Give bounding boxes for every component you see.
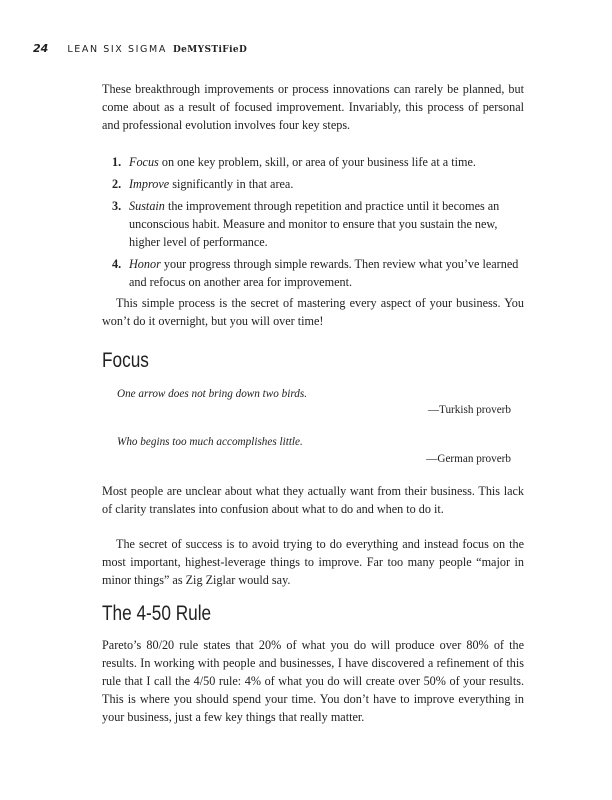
epigraph-quote: One arrow does not bring down two birds.: [117, 388, 307, 400]
step-number: 1.: [112, 155, 122, 169]
step-term: Improve: [129, 177, 170, 191]
steps-list: [102, 153, 524, 295]
step-number: 3.: [112, 199, 122, 213]
series-name: DeMYSTiFieD: [172, 45, 248, 55]
step-text: significantly in that area.: [169, 177, 294, 191]
running-header: [33, 42, 247, 56]
closing-paragraph: This simple process is the secret of mastering every aspect of your business. You won’t do it overnight, but you will over time!: [102, 296, 524, 328]
section-heading-4-50-rule: The 4-50 Rule: [102, 602, 212, 625]
intro-paragraph: These breakthrough improvements or process innovations can rarely be planned, but come about as a result of focused improvement. Invariably, this process of personal and professional evolution involves four key steps.: [102, 82, 524, 132]
epigraph-attribution: —Turkish proverb: [427, 404, 511, 416]
step-item: [102, 175, 524, 193]
step-text: the improvement through repetition and practice until it becomes an unconscious habit. Measure and monitor to ensure that you sustain the new, higher level of performance.: [129, 199, 500, 249]
rule-paragraph: Pareto’s 80/20 rule states that 20% of what you do will produce over 80% of the results. In working with people and businesses, I have discovered a refinement of this rule that I call the 4/50 rule: 4% of what you do will create over 50% of your results. This is where you should spend your time. You don’t have to improve everything in your business, just a few key things that really matter.: [102, 638, 524, 724]
book-title: LEAN SIX SIGMA: [67, 44, 167, 55]
step-item: [102, 255, 524, 291]
step-term: Focus: [129, 155, 159, 169]
step-number: 2.: [112, 177, 122, 191]
page-number: 24: [33, 42, 49, 55]
focus-paragraph-1: Most people are unclear about what they actually want from their business. This lack of clarity translates into confusion about what to do and when to do it.: [102, 484, 524, 516]
focus-paragraph-2: The secret of success is to avoid trying to do everything and instead focus on the most important, highest-leverage things to improve. Far too many people “major in minor things” as Zig Ziglar would say.: [102, 537, 524, 587]
step-term: Sustain: [129, 199, 165, 213]
step-term: Honor: [129, 257, 161, 271]
epigraph-attribution: —German proverb: [426, 453, 511, 465]
step-item: [102, 153, 524, 171]
step-number: 4.: [112, 257, 122, 271]
step-text: your progress through simple rewards. Then review what you’ve learned and refocus on another area for improvement.: [129, 257, 519, 289]
step-text: on one key problem, skill, or area of your business life at a time.: [158, 155, 476, 169]
step-item: [102, 197, 524, 251]
epigraph-quote: Who begins too much accomplishes little.: [117, 436, 303, 448]
section-heading-focus: Focus: [102, 349, 149, 372]
